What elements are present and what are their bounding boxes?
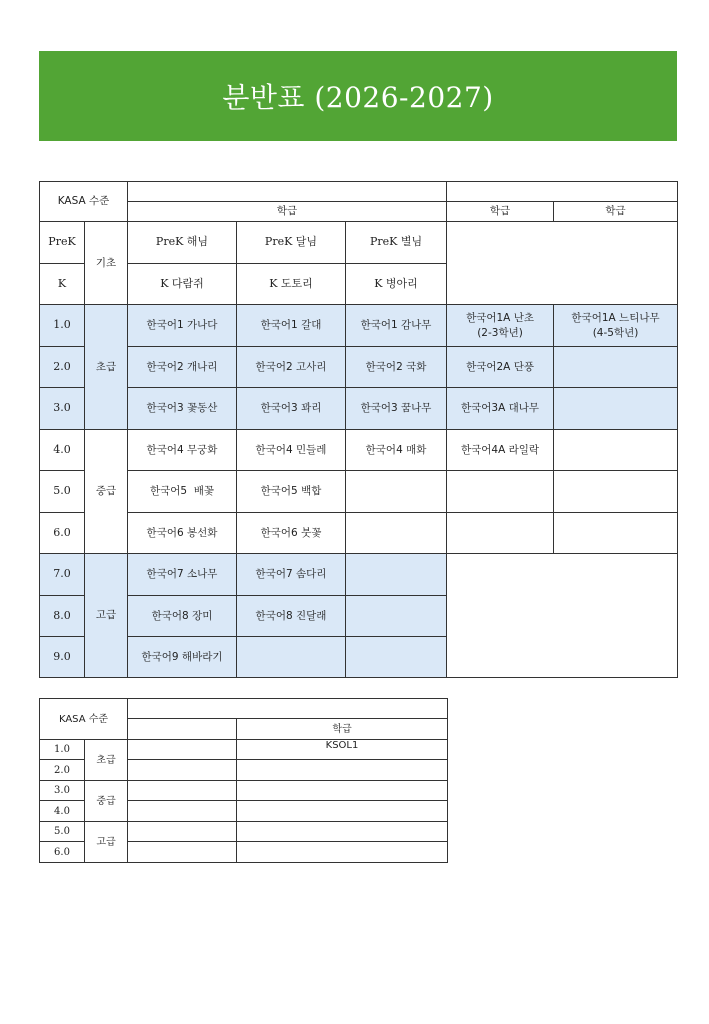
class-cell <box>237 637 346 678</box>
level-cell: 8.0 <box>40 596 85 637</box>
class-header: 학급 <box>237 719 448 740</box>
class-cell: K 다람쥐 <box>128 264 237 305</box>
level-cell: 6.0 <box>40 513 85 554</box>
class-cell <box>447 513 554 554</box>
class-cell: 한국어2 국화 <box>346 347 447 388</box>
class-cell: 한국어2 개나리 <box>128 347 237 388</box>
group-cell: 중급 <box>85 781 128 822</box>
class-cell: PreK 해님 <box>128 222 237 264</box>
class-cell: 한국어4 무궁화 <box>128 430 237 471</box>
class-cell <box>237 781 448 801</box>
class-cell: 한국어6 붓꽃 <box>237 513 346 554</box>
class-cell: PreK 달님 <box>237 222 346 264</box>
class-header: 학급 <box>554 202 678 222</box>
group-cell: 고급 <box>85 554 128 678</box>
class-cell <box>237 760 448 781</box>
level-cell: 1.0 <box>40 305 85 347</box>
empty-cell <box>128 842 237 863</box>
class-cell <box>346 596 447 637</box>
class-cell: 한국어4A 라일락 <box>447 430 554 471</box>
class-cell: 한국어8 진달래 <box>237 596 346 637</box>
class-cell <box>554 430 678 471</box>
class-cell: 한국어3A 대나무 <box>447 388 554 430</box>
class-cell: 한국어5 백합 <box>237 471 346 513</box>
level-cell: 2.0 <box>40 760 85 781</box>
class-grade: (2-3학년) <box>477 326 523 339</box>
ksol-class-table <box>39 698 448 863</box>
class-cell: 한국어1 감나무 <box>346 305 447 347</box>
group-cell: 초급 <box>85 740 128 781</box>
class-cell: 한국어7 소나무 <box>128 554 237 596</box>
title-banner <box>39 51 677 141</box>
level-cell: K <box>40 264 85 305</box>
class-cell: 한국어2A 단풍 <box>447 347 554 388</box>
class-assignment-table <box>39 181 678 678</box>
class-cell <box>554 305 678 347</box>
group-cell: 고급 <box>85 822 128 863</box>
class-cell <box>554 471 678 513</box>
class-cell <box>237 822 448 842</box>
group-cell: 초급 <box>85 305 128 430</box>
class-cell: 한국어4 매화 <box>346 430 447 471</box>
level-cell: 6.0 <box>40 842 85 863</box>
class-cell <box>346 471 447 513</box>
level-cell: 4.0 <box>40 801 85 822</box>
class-cell: KSOL1 <box>237 740 448 760</box>
class-cell <box>346 554 447 596</box>
class-cell: 한국어2 고사리 <box>237 347 346 388</box>
level-cell: 7.0 <box>40 554 85 596</box>
class-cell: 한국어5 배꽃 <box>128 471 237 513</box>
class-grade: (4-5학년) <box>592 326 639 339</box>
class-cell: 한국어7 솜다리 <box>237 554 346 596</box>
level-cell: PreK <box>40 222 85 264</box>
empty-cell <box>128 801 237 822</box>
class-cell: K 병아리 <box>346 264 447 305</box>
class-name: 한국어1A 난초 <box>466 312 534 325</box>
empty-cell <box>447 554 678 678</box>
kasa-level-header: KASA 수준 <box>40 182 128 222</box>
class-cell: 한국어3 꽃동산 <box>128 388 237 430</box>
empty-cell <box>447 222 678 305</box>
level-cell: 9.0 <box>40 637 85 678</box>
empty-cell <box>128 781 237 801</box>
class-cell <box>346 637 447 678</box>
level-cell: 4.0 <box>40 430 85 471</box>
class-cell <box>237 842 448 863</box>
level-cell: 5.0 <box>40 471 85 513</box>
class-cell <box>447 471 554 513</box>
class-cell <box>237 801 448 822</box>
class-name: 한국어1A 느티나무 <box>571 312 660 325</box>
class-cell: 한국어6 봉선화 <box>128 513 237 554</box>
header-blank <box>447 182 678 202</box>
class-cell: K 도토리 <box>237 264 346 305</box>
class-cell <box>346 513 447 554</box>
class-cell: 한국어8 장미 <box>128 596 237 637</box>
level-cell: 3.0 <box>40 388 85 430</box>
class-header: 학급 <box>447 202 554 222</box>
header-blank <box>128 182 447 202</box>
group-cell: 중급 <box>85 430 128 554</box>
level-cell: 2.0 <box>40 347 85 388</box>
header-blank <box>128 719 237 740</box>
page-title: 분반표 (2026-2027) <box>222 81 494 114</box>
empty-cell <box>128 740 237 760</box>
class-cell: PreK 별님 <box>346 222 447 264</box>
class-cell <box>447 305 554 347</box>
class-cell: 한국어9 해바라기 <box>128 637 237 678</box>
level-cell: 1.0 <box>40 740 85 760</box>
class-header: 학급 <box>128 202 447 222</box>
class-cell <box>554 347 678 388</box>
class-cell: 한국어1 가나다 <box>128 305 237 347</box>
group-cell: 기초 <box>85 222 128 305</box>
class-cell: 한국어3 꽈리 <box>237 388 346 430</box>
empty-cell <box>128 822 237 842</box>
class-cell <box>554 513 678 554</box>
class-cell: 한국어3 꿈나무 <box>346 388 447 430</box>
empty-cell <box>128 760 237 781</box>
header-blank <box>128 699 448 719</box>
kasa-level-header: KASA 수준 <box>40 699 128 740</box>
class-cell: 한국어1 갈대 <box>237 305 346 347</box>
level-cell: 5.0 <box>40 822 85 842</box>
level-cell: 3.0 <box>40 781 85 801</box>
class-cell <box>554 388 678 430</box>
class-cell: 한국어4 민들레 <box>237 430 346 471</box>
